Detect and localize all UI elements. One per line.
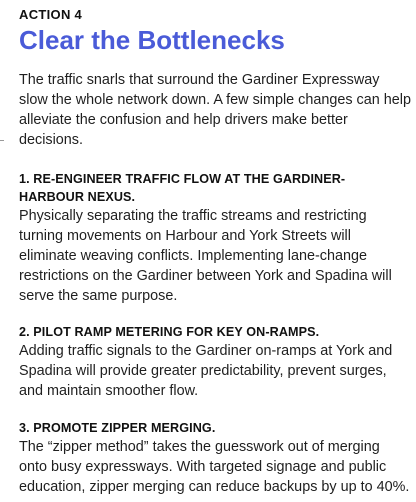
action-body-1: Physically separating the traffic streams and restricting turning movements on Harbour and York Streets will eliminate weaving conflicts. Implementing lane-change restrictions on the Gardiner between York and Spadina will serve the same purpose.: [19, 208, 392, 304]
action-body-2: Adding traffic signals to the Gardiner on-ramps at York and Spadina will provide greater predictability, prevent surges, and maintain smoother flow.: [19, 343, 393, 399]
action-item-3: [19, 419, 411, 497]
action-body-3: The “zipper method” takes the guesswork out of merging onto busy expressways. With targeted signage and public education, zipper merging can reduce backups by up to 40%.: [19, 439, 410, 495]
margin-tick: [0, 140, 4, 141]
action-item-1: [19, 170, 411, 306]
intro-paragraph: The traffic snarls that surround the Gardiner Expressway slow the whole network down. A few simple changes can help alleviate the confusion and help drivers make better decisions.: [19, 72, 411, 148]
section-eyebrow: ACTION 4: [19, 7, 83, 22]
action-title-2: 2. PILOT RAMP METERING FOR KEY ON-RAMPS.: [19, 325, 320, 339]
action-title-3: 3. PROMOTE ZIPPER MERGING.: [19, 421, 216, 435]
action-item-2: [19, 323, 411, 401]
action-title-1: 1. RE-ENGINEER TRAFFIC FLOW AT THE GARDINER-HARBOUR NEXUS.: [19, 172, 346, 204]
page-title: Clear the Bottlenecks: [19, 25, 285, 55]
